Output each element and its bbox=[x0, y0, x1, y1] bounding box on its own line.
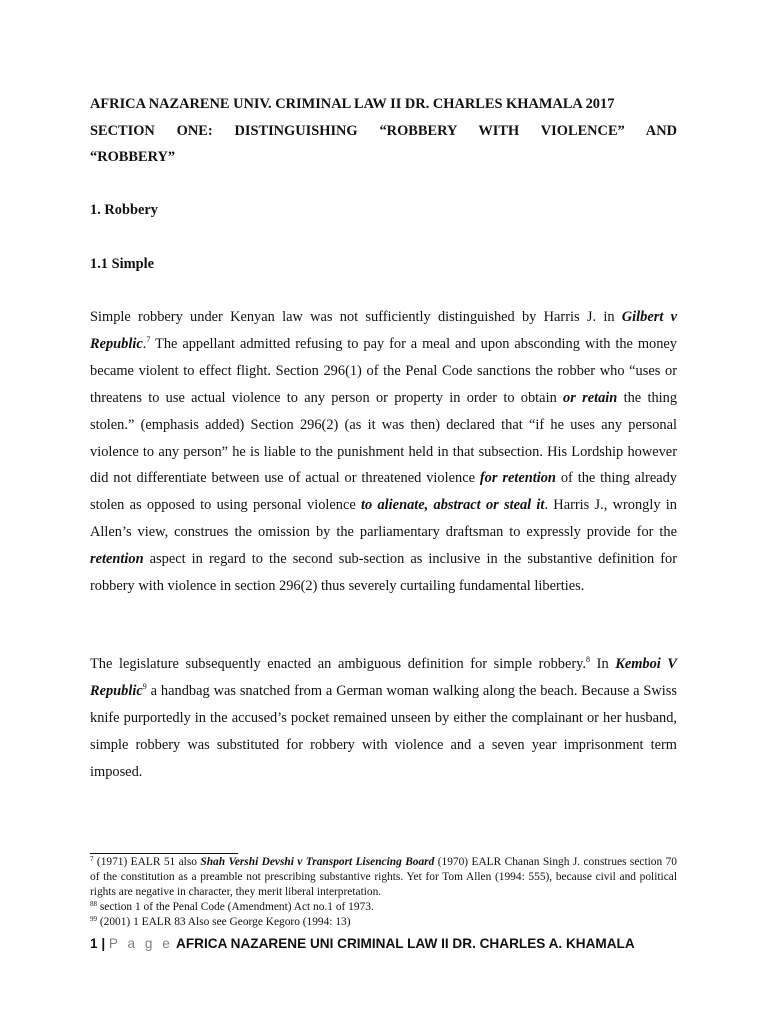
footnote-text: (1970) EALR Chanan Singh J. construes section 70 of the constitution as a preamble not prescribing substantive rights. Yet for Tom Allen (1994: 555), because civil and political rights are negative in character, they merit liberal interpretation. bbox=[90, 856, 677, 898]
footnote-text: (1971) EALR 51 also bbox=[93, 856, 201, 868]
heading-simple: 1.1 Simple bbox=[90, 256, 154, 272]
footer-text: AFRICA NAZARENE UNI CRIMINAL LAW II DR. CHARLES A. KHAMALA bbox=[172, 936, 635, 951]
text-run: In bbox=[590, 656, 616, 672]
text-run: The appellant admitted refusing to pay for a meal and upon absconding with the money became violent to effect flight. Section 296(1) of the Penal Code sanctions the robber who “uses or threatens to use actual violence to any person or property in order to obtain bbox=[90, 335, 677, 406]
paragraph-legislature bbox=[90, 651, 677, 786]
title-line-1: AFRICA NAZARENE UNIV. CRIMINAL LAW II DR. CHARLES KHAMALA 2017 bbox=[90, 96, 615, 112]
case-name: Shah Vershi Devshi v Transport Lisencing Board bbox=[200, 856, 435, 868]
emphasis: to alienate, abstract or steal it bbox=[361, 497, 545, 514]
footnote-number: 99 bbox=[90, 914, 97, 923]
document-title bbox=[90, 91, 677, 171]
footnote-ref[interactable]: 8 bbox=[586, 655, 591, 664]
footnote-text: section 1 of the Penal Code (Amendment) Act no.1 of 1973. bbox=[97, 900, 374, 913]
text-run: Simple robbery under Kenyan law was not sufficiently distinguished by Harris J. in bbox=[90, 309, 622, 325]
text-run: The legislature subsequently enacted an ambiguous definition for simple robbery. bbox=[90, 656, 587, 672]
footnote-number: 7 bbox=[90, 855, 94, 863]
text-run: . Harris J., wrongly in Allen’s view, construes the omission by the parliamentary draftsman to expressly provide for the bbox=[90, 497, 677, 541]
case-name: Kemboi V Republic bbox=[90, 656, 677, 699]
heading-robbery: 1. Robbery bbox=[90, 202, 158, 218]
footnote-text: (2001) 1 EALR 83 Also see George Kegoro (1994: 13) bbox=[97, 915, 351, 928]
footnote-separator bbox=[90, 853, 238, 854]
title-line-3: “ROBBERY” bbox=[90, 149, 176, 165]
emphasis: for retention bbox=[479, 470, 556, 487]
page-number: 1 bbox=[90, 936, 98, 951]
footnotes bbox=[90, 855, 677, 930]
footnote-7 bbox=[90, 855, 677, 900]
footnote-ref[interactable]: 9 bbox=[142, 681, 147, 691]
text-run: . bbox=[142, 335, 147, 352]
footnote-9 bbox=[90, 915, 677, 930]
title-line-2: SECTION ONE: DISTINGUISHING “ROBBERY WITH VIOLENCE” AND bbox=[90, 122, 677, 139]
page-footer bbox=[90, 934, 677, 954]
case-name: Gilbert v Republic bbox=[90, 309, 678, 352]
footnote-ref[interactable]: 7 bbox=[146, 334, 151, 344]
page-label: P a g e bbox=[108, 936, 173, 951]
footer-separator: | bbox=[97, 936, 109, 951]
footnote-number: 88 bbox=[90, 899, 97, 908]
text-run: aspect in regard to the second sub-section as inclusive in the substantive definition for robbery with violence in section 296(2) thus severely curtailing fundamental liberties. bbox=[90, 551, 677, 595]
text-run: a handbag was snatched from a German woman walking along the beach. Because a Swiss knife purportedly in the accused’s pocket remained unseen by either the complainant or her husband, simple robbery was substituted for robbery with violence and a seven year imprisonment term imposed. bbox=[90, 682, 677, 780]
emphasis: or retain bbox=[563, 389, 618, 406]
text-run: of the thing already stolen as opposed to using personal violence bbox=[90, 470, 677, 514]
paragraph-simple-robbery bbox=[90, 304, 677, 600]
emphasis: retention bbox=[90, 551, 144, 568]
footnote-8 bbox=[90, 900, 677, 915]
text-run: the thing stolen.” (emphasis added) Section 296(2) (as it was then) declared that “if he uses any personal violence to any person” he is liable to the punishment held in that subsection. His Lordship however did not differentiate between use of actual or threatened violence bbox=[90, 389, 678, 487]
